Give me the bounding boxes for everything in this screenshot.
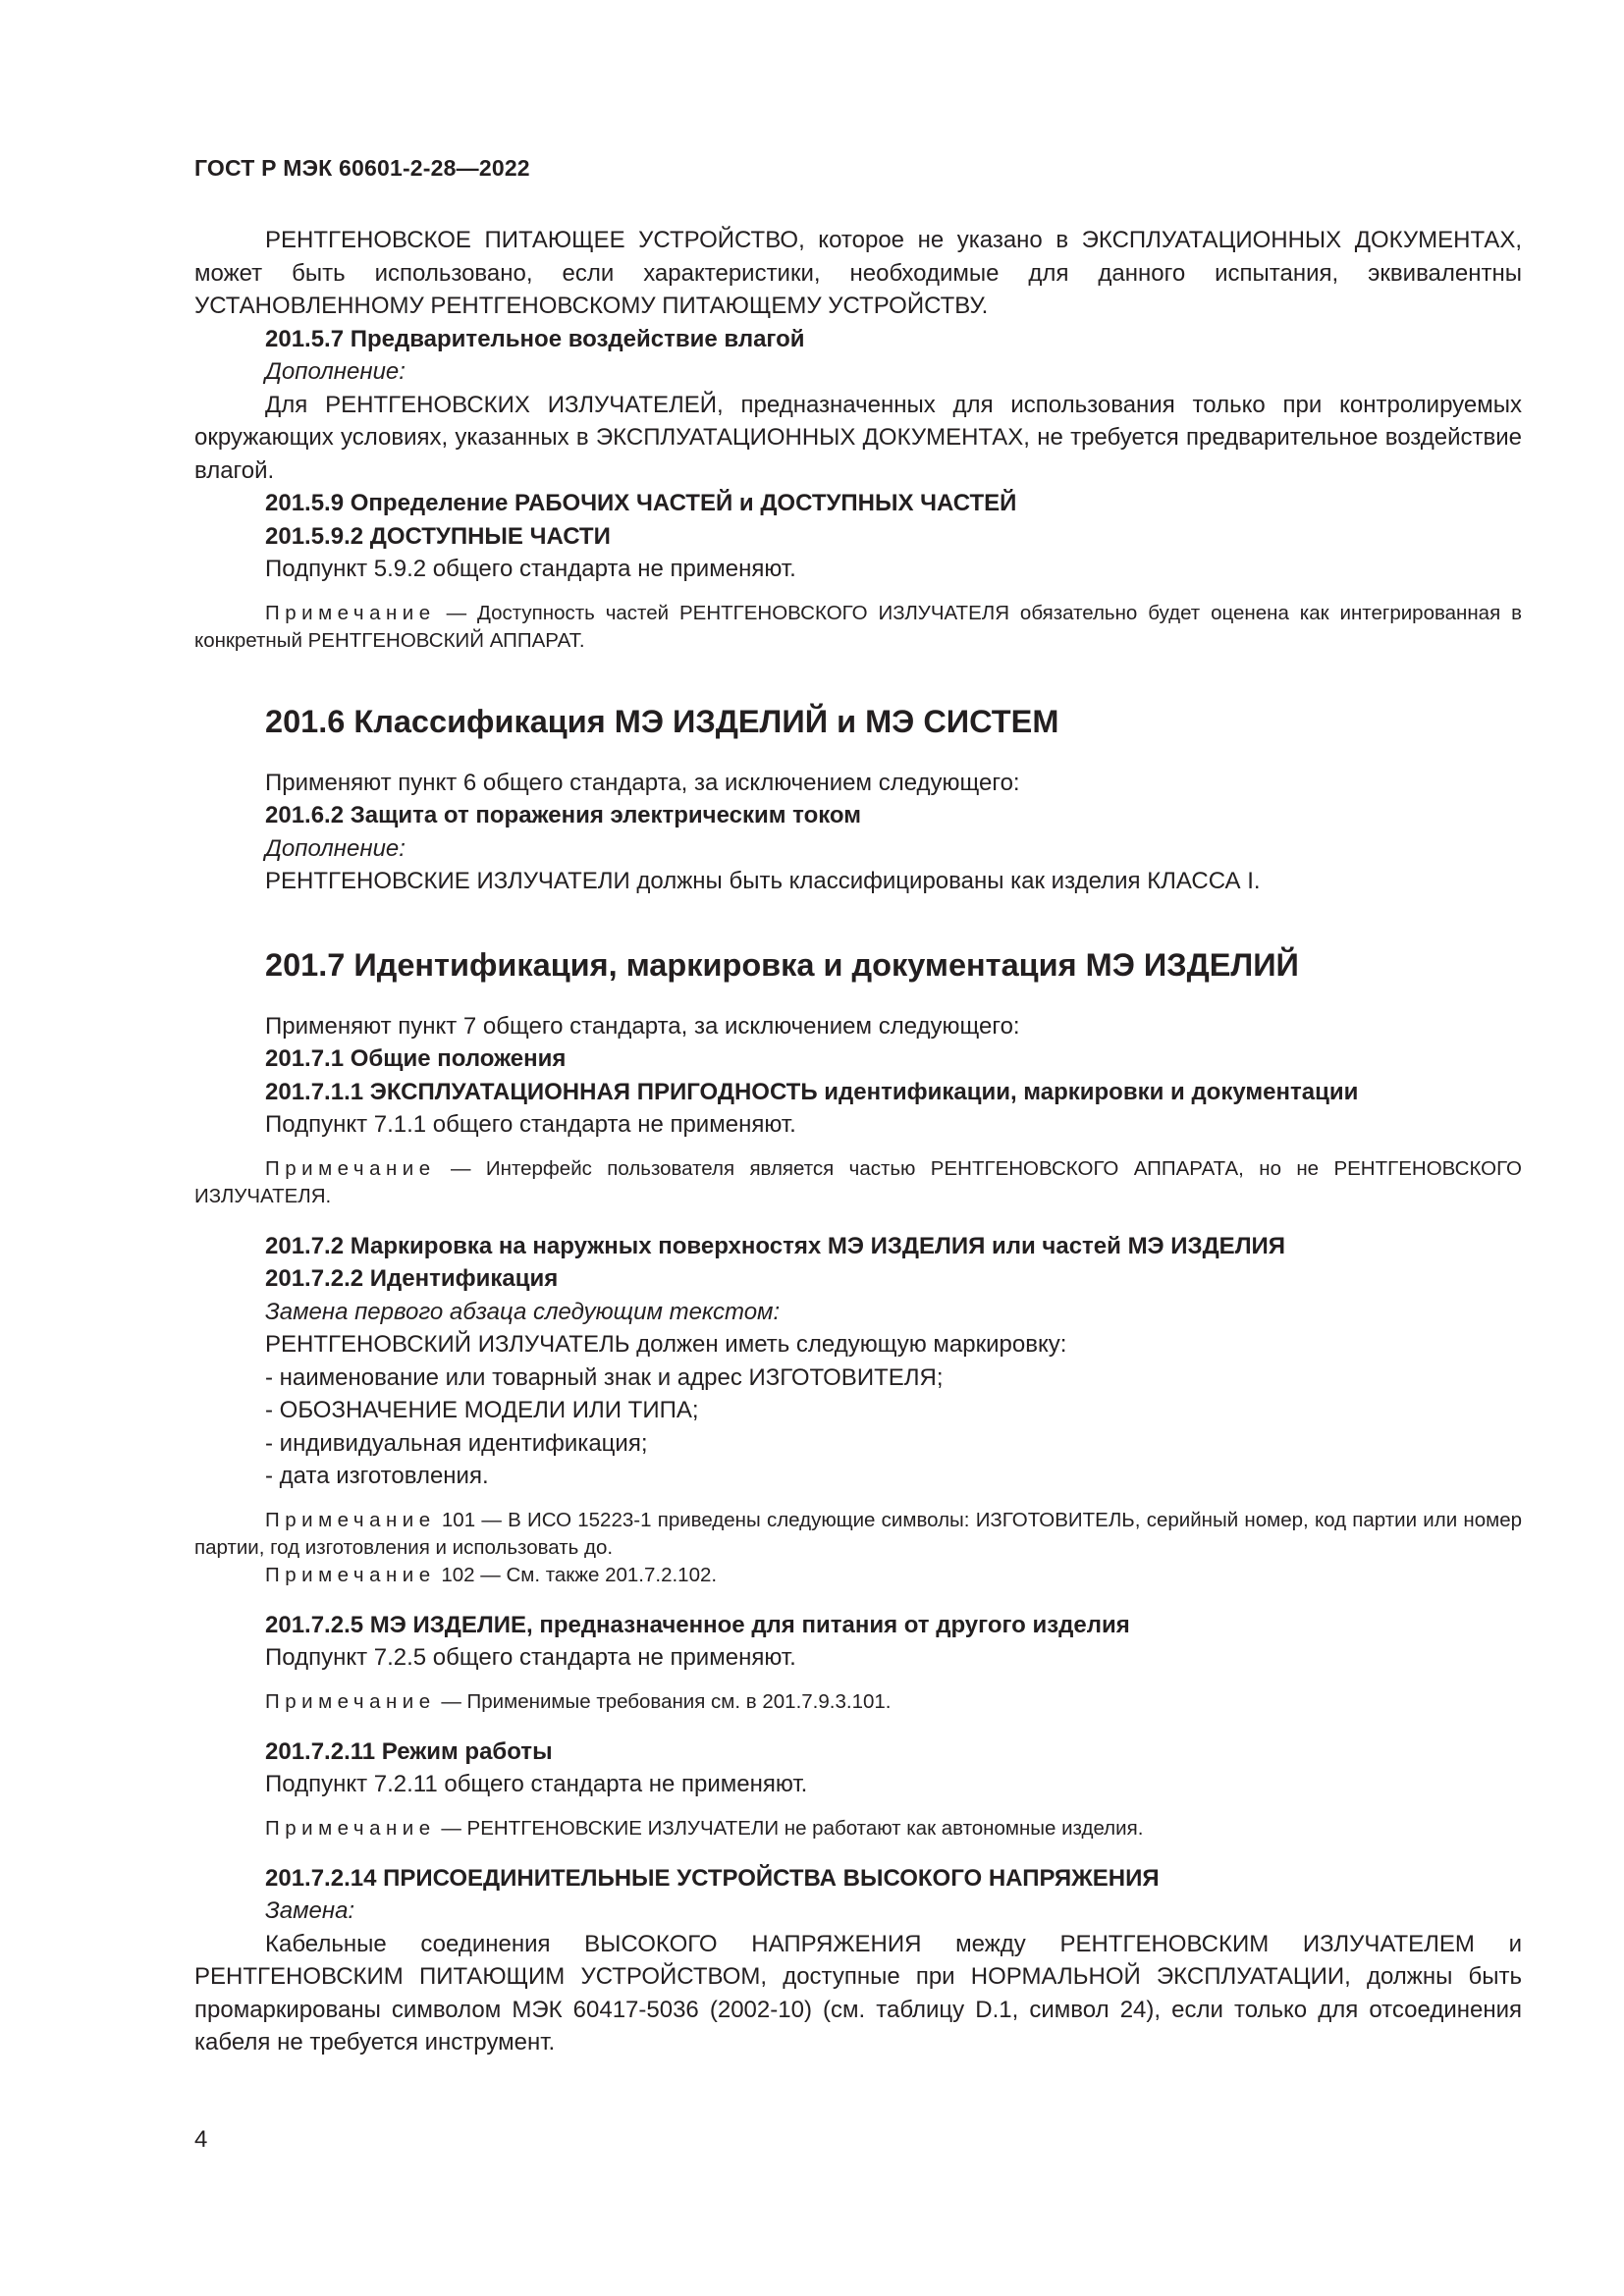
note-text: — Применимые требования см. в 201.7.9.3.101. bbox=[435, 1689, 892, 1713]
list-item: - наименование или товарный знак и адрес ИЗГОТОВИТЕЛЯ; bbox=[265, 1363, 944, 1391]
paragraph: РЕНТГЕНОВСКИЕ ИЗЛУЧАТЕЛИ должны быть классифицированы как изделия КЛАССА I. bbox=[265, 868, 1261, 894]
note bbox=[194, 600, 1522, 655]
note-text: — Доступность частей РЕНТГЕНОВСКОГО ИЗЛУЧАТЕЛЯ обязательно будет оценена как интегрированная в конкретный РЕНТГЕНОВСКИЙ АППАРАТ. bbox=[194, 601, 1522, 652]
section-heading: 201.7.2.11 Режим работы bbox=[265, 1737, 553, 1765]
paragraph: РЕНТГЕНОВСКОЕ ПИТАЮЩЕЕ УСТРОЙСТВО, которое не указано в ЭКСПЛУАТАЦИОННЫХ ДОКУМЕНТАХ, может быть использовано, если характеристики, необходимые для данного испытания, эквивалентны УСТАНОВЛЕННОМУ РЕНТГЕНОВСКОМУ ПИТАЮЩЕМУ УСТРОЙСТВУ. bbox=[194, 227, 1522, 319]
document-content bbox=[194, 224, 1522, 2059]
list-item: - индивидуальная идентификация; bbox=[265, 1429, 648, 1457]
paragraph: Подпункт 5.9.2 общего стандарта не применяют. bbox=[265, 556, 796, 582]
paragraph: РЕНТГЕНОВСКИЙ ИЗЛУЧАТЕЛЬ должен иметь следующую маркировку: bbox=[265, 1331, 1067, 1358]
note bbox=[194, 1815, 1522, 1842]
note-text: — Интерфейс пользователя является частью РЕНТГЕНОВСКОГО АППАРАТА, но не РЕНТГЕНОВСКОГО ИЗЛУЧАТЕЛЯ. bbox=[194, 1156, 1522, 1207]
section-heading: 201.7.1.1 ЭКСПЛУАТАЦИОННАЯ ПРИГОДНОСТЬ идентификации, маркировки и документации bbox=[265, 1078, 1359, 1105]
section-heading: 201.7.2.5 МЭ ИЗДЕЛИЕ, предназначенное для питания от другого изделия bbox=[265, 1611, 1130, 1638]
note-label: Примечание bbox=[265, 1816, 436, 1840]
note-label: Примечание bbox=[265, 1689, 436, 1713]
note-label: Примечание bbox=[265, 1156, 436, 1180]
clause-heading: 201.6 Классификация МЭ ИЗДЕЛИЙ и МЭ СИСТЕМ bbox=[265, 703, 1059, 739]
amendment-label: Дополнение: bbox=[265, 834, 406, 862]
note bbox=[194, 1562, 1522, 1589]
note bbox=[194, 1688, 1522, 1716]
section-heading: 201.7.2.2 Идентификация bbox=[265, 1265, 559, 1292]
page-number: 4 bbox=[194, 2126, 208, 2153]
paragraph: Кабельные соединения ВЫСОКОГО НАПРЯЖЕНИЯ между РЕНТГЕНОВСКИМ ИЗЛУЧАТЕЛЕМ и РЕНТГЕНОВСКИМ ПИТАЮЩИМ УСТРОЙСТВОМ, доступные при НОРМАЛЬНОЙ ЭКСПЛУАТАЦИИ, должны быть промаркированы символом МЭК 60417-5036 (2002-10) (см. таблицу D.1, символ 24), если только для отсоединения кабеля не требуется инструмент. bbox=[194, 1930, 1522, 2056]
amendment-label: Замена первого абзаца следующим текстом: bbox=[265, 1298, 781, 1325]
paragraph: Для РЕНТГЕНОВСКИХ ИЗЛУЧАТЕЛЕЙ, предназначенных для использования только при контролируемых окружающих условиях, указанных в ЭКСПЛУАТАЦИОННЫХ ДОКУМЕНТАХ, не требуется предварительное воздействие влагой. bbox=[194, 391, 1522, 484]
paragraph: Применяют пункт 7 общего стандарта, за исключением следующего: bbox=[265, 1012, 1020, 1040]
standard-header: ГОСТ Р МЭК 60601-2-28—2022 bbox=[194, 155, 530, 181]
amendment-label: Дополнение: bbox=[265, 358, 406, 385]
note-text: 101 — В ИСО 15223-1 приведены следующие символы: ИЗГОТОВИТЕЛЬ, серийный номер, код партии или номер партии, год изготовления и использовать до. bbox=[194, 1508, 1522, 1559]
note-label: Примечание bbox=[265, 1563, 436, 1586]
section-heading: 201.7.2.14 ПРИСОЕДИНИТЕЛЬНЫЕ УСТРОЙСТВА ВЫСОКОГО НАПРЯЖЕНИЯ bbox=[265, 1864, 1160, 1892]
section-heading: 201.6.2 Защита от поражения электрическим током bbox=[265, 802, 862, 828]
section-heading: 201.5.7 Предварительное воздействие влагой bbox=[265, 325, 805, 352]
note bbox=[194, 1507, 1522, 1562]
list-item: - ОБОЗНАЧЕНИЕ МОДЕЛИ ИЛИ ТИПА; bbox=[265, 1397, 699, 1423]
paragraph: Подпункт 7.2.5 общего стандарта не применяют. bbox=[265, 1644, 796, 1671]
clause-heading: 201.7 Идентификация, маркировка и документация МЭ ИЗДЕЛИЙ bbox=[265, 946, 1299, 983]
section-heading: 201.5.9.2 ДОСТУПНЫЕ ЧАСТИ bbox=[265, 522, 611, 550]
amendment-label: Замена: bbox=[265, 1897, 355, 1924]
paragraph: Применяют пункт 6 общего стандарта, за исключением следующего: bbox=[265, 769, 1020, 796]
list-item: - дата изготовления. bbox=[265, 1463, 489, 1489]
note-label: Примечание bbox=[265, 1508, 436, 1531]
paragraph: Подпункт 7.2.11 общего стандарта не применяют. bbox=[265, 1771, 808, 1797]
note-text: 102 — См. также 201.7.2.102. bbox=[435, 1563, 718, 1586]
paragraph: Подпункт 7.1.1 общего стандарта не применяют. bbox=[265, 1111, 796, 1138]
note-label: Примечание bbox=[265, 601, 436, 624]
section-heading: 201.5.9 Определение РАБОЧИХ ЧАСТЕЙ и ДОСТУПНЫХ ЧАСТЕЙ bbox=[265, 490, 1017, 516]
section-heading: 201.7.2 Маркировка на наружных поверхностях МЭ ИЗДЕЛИЯ или частей МЭ ИЗДЕЛИЯ bbox=[265, 1232, 1286, 1259]
note bbox=[194, 1155, 1522, 1210]
note-text: — РЕНТГЕНОВСКИЕ ИЗЛУЧАТЕЛИ не работают как автономные изделия. bbox=[435, 1816, 1144, 1840]
section-heading: 201.7.1 Общие положения bbox=[265, 1045, 567, 1072]
